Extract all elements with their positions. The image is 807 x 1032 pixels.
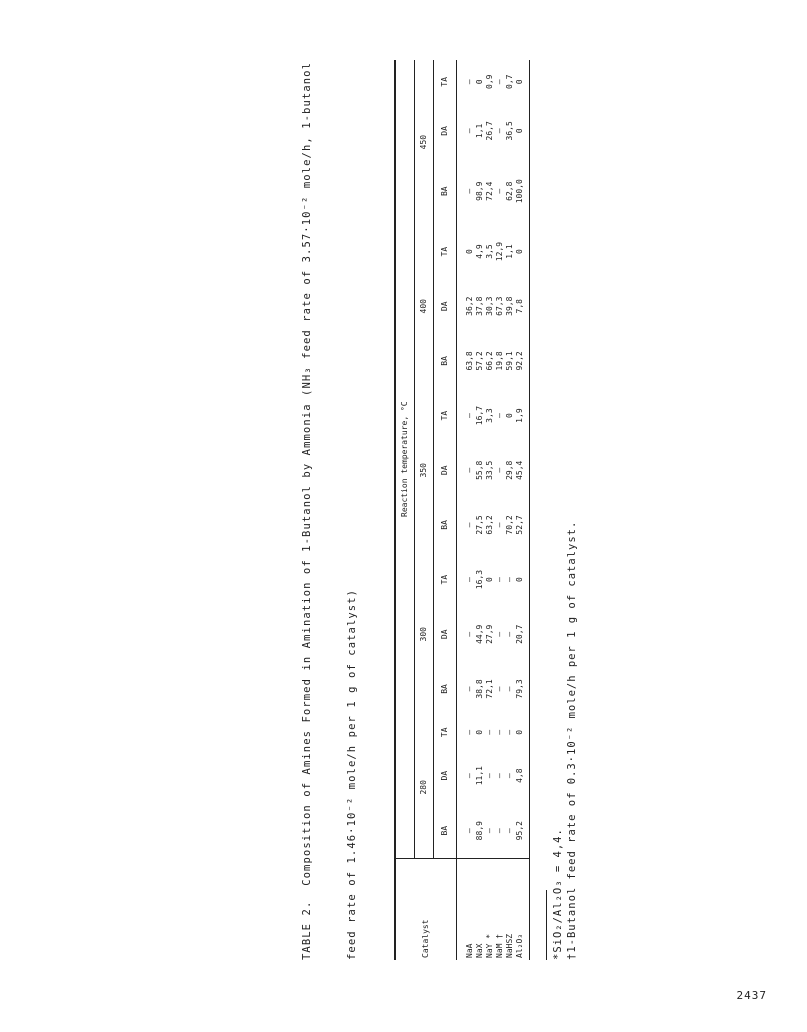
table-cell: 63,2	[485, 515, 494, 535]
table-cell: 0	[515, 104, 530, 159]
table-cell: 1,9	[515, 388, 530, 443]
table-cell: 72,1	[485, 679, 494, 699]
table-cell: 37,8	[475, 296, 484, 316]
sub-header-ba: BA	[434, 498, 457, 553]
table-cell: —	[465, 686, 474, 692]
sub-header-da: DA	[434, 443, 457, 498]
table-cell: —	[505, 729, 514, 735]
table-cell: —	[465, 467, 474, 473]
table-cell: —	[505, 828, 514, 834]
table-cell: 67,3	[495, 296, 504, 316]
table-cell: 33,5	[485, 460, 494, 480]
table-cell: 3,3	[485, 408, 494, 423]
sub-header-ta: TA	[434, 716, 457, 748]
table-cell: 36,2	[465, 296, 474, 316]
sub-header-ta: TA	[434, 224, 457, 279]
table-row	[457, 60, 476, 960]
table-cell: 59,1	[505, 351, 514, 371]
sub-header-ba: BA	[434, 803, 457, 859]
table-cell: 66,2	[485, 351, 494, 371]
catalyst-name: NaX	[475, 859, 485, 960]
sub-header-da: DA	[434, 279, 457, 334]
table-cell: —	[485, 773, 494, 779]
table-cell: 12,9	[495, 241, 504, 262]
table-cell: —	[465, 577, 474, 583]
table-cell: —	[495, 467, 504, 473]
footnote-butanol: †1-Butanol feed rate of 0.3·10⁻² mole/h per 1 g of catalyst.	[566, 520, 578, 960]
table-cell: 95,2	[515, 803, 530, 859]
temp-header-280: 280	[415, 716, 434, 859]
table-cell: 100,0	[515, 158, 530, 224]
table-cell: 0	[505, 413, 514, 418]
table-cell: —	[505, 631, 514, 637]
amine-composition-table	[394, 60, 530, 960]
reaction-temperature-header: Reaction temperature, °C	[395, 60, 415, 859]
table-cell: 88,9	[475, 821, 484, 841]
table-cell: —	[495, 413, 504, 418]
table-cell: 30,3	[485, 296, 494, 316]
catalyst-name: Al₂O₃	[515, 859, 530, 960]
table-cell: 4,9	[475, 244, 484, 259]
table-cell: —	[485, 729, 494, 735]
table-cell: 0	[475, 79, 484, 85]
table-cell: 39,8	[505, 296, 514, 316]
temp-header-400: 400	[415, 224, 434, 388]
table-cell: 70,2	[505, 515, 514, 535]
table-cell: 44,9	[475, 624, 484, 644]
table-cell: 79,3	[515, 662, 530, 717]
table-cell: 62,8	[505, 181, 514, 201]
table-row	[475, 60, 485, 960]
table-cell: —	[465, 413, 474, 418]
sub-header-da: DA	[434, 748, 457, 803]
catalyst-name: NaHSZ	[505, 859, 515, 960]
table-cell: 92,2	[515, 334, 530, 389]
table-cell: 3,5	[485, 244, 494, 259]
table-cell: 0	[475, 729, 484, 735]
table-cell: 72,4	[485, 181, 494, 201]
table-cell: —	[465, 188, 474, 194]
caption-line-2: feed rate of 1.46·10⁻² mole/h per 1 g of catalyst)	[346, 588, 358, 960]
table-cell: 0	[515, 60, 530, 104]
table-cell: 0	[515, 716, 530, 748]
sub-header-row	[434, 60, 457, 960]
table-cell: —	[465, 631, 474, 637]
sub-header-da: DA	[434, 104, 457, 159]
table-cell: 1,1	[505, 244, 514, 259]
sub-header-ta: TA	[434, 388, 457, 443]
table-cell: —	[465, 128, 474, 134]
table-cell: 26,7	[485, 121, 494, 141]
temp-header-350: 350	[415, 388, 434, 552]
table-cell: —	[495, 729, 504, 735]
table-cell: —	[495, 128, 504, 134]
table-cell: 98,9	[475, 181, 484, 201]
table-cell: 27,9	[485, 624, 494, 644]
catalyst-header: Catalyst	[395, 859, 457, 960]
table-cell: 55,8	[475, 460, 484, 480]
table-row	[485, 60, 495, 960]
table-cell: 7,8	[515, 279, 530, 334]
page-number: 2437	[736, 989, 767, 1002]
rotated-table-block	[270, 61, 578, 960]
footnote-sio2: *SiO₂/Al₂O₃ = 4,4.	[552, 828, 564, 960]
table-body	[457, 60, 530, 960]
table-cell: 0	[515, 552, 530, 607]
table-cell: 29,8	[505, 460, 514, 480]
table-cell: 4,8	[515, 748, 530, 803]
footnote-rule	[546, 890, 547, 960]
table-cell: 0,7	[505, 74, 514, 89]
table-cell: —	[505, 773, 514, 779]
table-cell: 63,8	[465, 351, 474, 371]
catalyst-name: NaM †	[495, 859, 505, 960]
table-cell: 16,7	[475, 405, 484, 426]
catalyst-name: NaY *	[485, 859, 495, 960]
table-row	[495, 60, 505, 960]
table-cell: —	[485, 828, 494, 834]
table-row	[505, 60, 515, 960]
temp-header-450: 450	[415, 60, 434, 224]
table-cell: 0	[485, 577, 494, 583]
table-cell: —	[495, 522, 504, 528]
sub-header-ba: BA	[434, 158, 457, 224]
table-cell: 0	[465, 249, 474, 254]
catalyst-name: NaA	[457, 859, 476, 960]
table-row	[515, 60, 530, 960]
table-cell: —	[505, 686, 514, 692]
table-caption	[270, 61, 390, 960]
footnotes	[546, 65, 579, 960]
table-cell: 52,7	[515, 498, 530, 553]
table-cell: 38,8	[475, 679, 484, 699]
table-cell: —	[495, 828, 504, 834]
table-cell: 1,1	[475, 123, 484, 139]
sub-header-ba: BA	[434, 662, 457, 717]
table-cell: —	[495, 79, 504, 85]
sub-header-da: DA	[434, 607, 457, 662]
table-cell: 11,1	[475, 766, 484, 786]
table-cell: —	[465, 828, 474, 834]
table-cell: —	[495, 188, 504, 194]
table-cell: 20,7	[515, 607, 530, 662]
table-cell: 0	[515, 224, 530, 279]
caption-line-1: TABLE 2. Composition of Amines Formed in Amination of 1-Butanol by Ammonia (NH₃ feed rate of 3.57·10⁻² mole/h, 1-butanol	[301, 61, 313, 960]
table-cell: 0,9	[485, 74, 494, 89]
table-cell: —	[465, 729, 474, 735]
temp-header-300: 300	[415, 552, 434, 716]
sub-header-ba: BA	[434, 334, 457, 389]
table-cell: —	[465, 773, 474, 779]
table-cell: 16,3	[475, 569, 484, 590]
table-cell: 27,5	[475, 515, 484, 535]
sub-header-ta: TA	[434, 552, 457, 607]
table-cell: —	[495, 686, 504, 692]
table-cell: —	[465, 79, 474, 85]
table-cell: —	[495, 631, 504, 637]
table-cell: 36,5	[505, 121, 514, 141]
table-cell: —	[465, 522, 474, 528]
table-cell: —	[495, 773, 504, 779]
table-cell: —	[495, 577, 504, 583]
table-cell: —	[505, 577, 514, 583]
table-cell: 19,8	[495, 351, 504, 371]
table-cell: 45,4	[515, 443, 530, 498]
sub-header-ta: TA	[434, 60, 457, 104]
table-cell: 57,2	[475, 351, 484, 371]
